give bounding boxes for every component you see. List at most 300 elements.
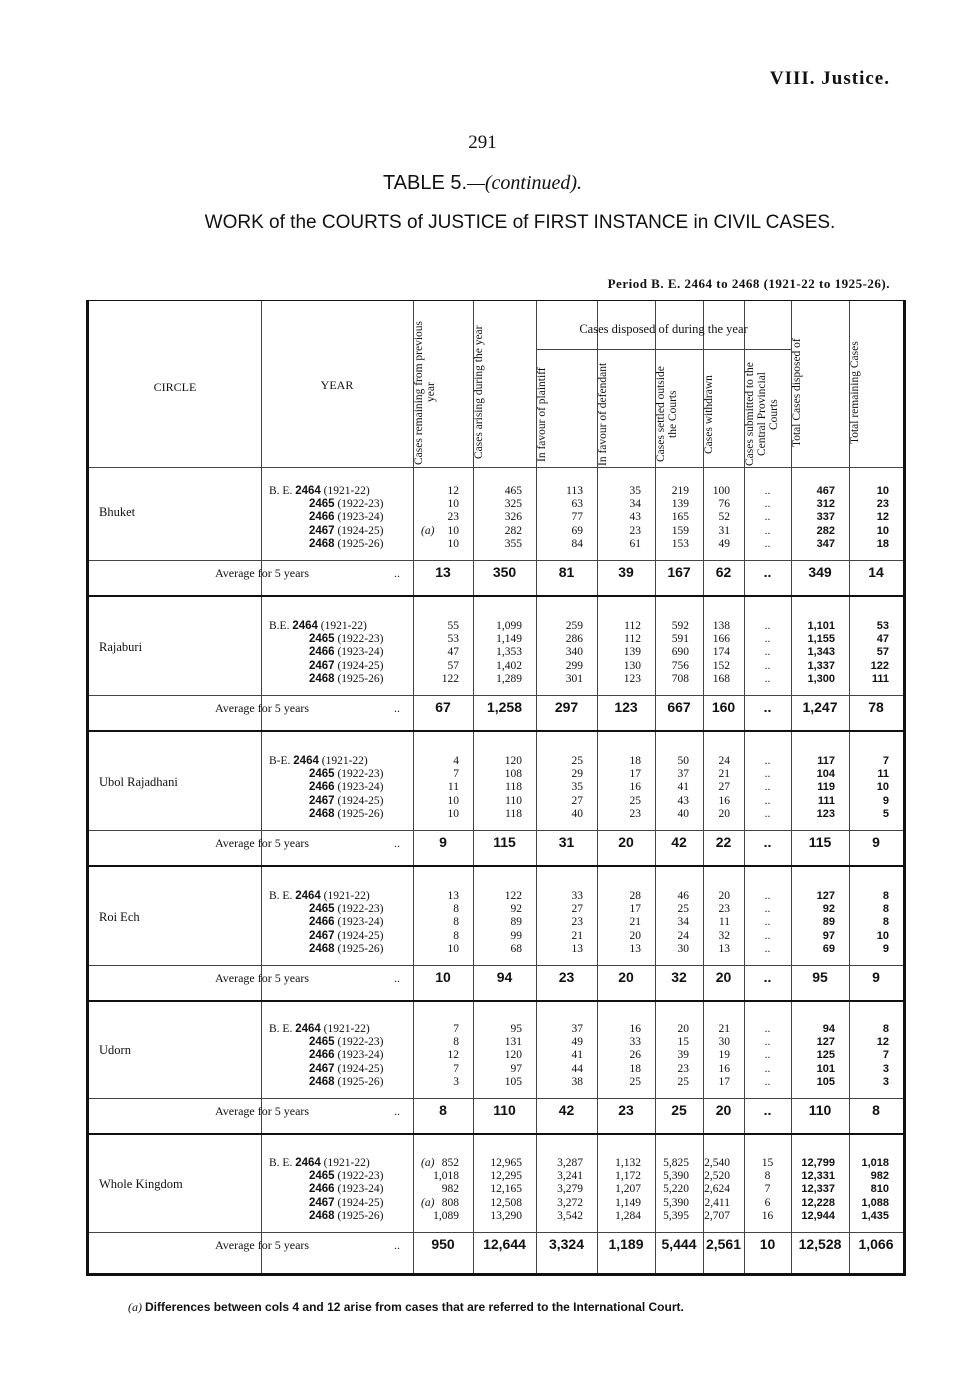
- cell-c3: 40: [571, 807, 583, 820]
- cell-c4: 1,172: [615, 1170, 641, 1183]
- average-c9: 1,066: [858, 1236, 894, 1252]
- cell-c3: 84: [571, 537, 583, 550]
- cell-c5: 43: [677, 794, 689, 807]
- cell-c8: 123: [816, 807, 835, 820]
- cell-c5: 591: [671, 633, 689, 646]
- year-cell: [309, 1036, 383, 1048]
- cell-c2: 118: [505, 807, 522, 820]
- block-rule: [89, 865, 903, 867]
- be-year: 2467: [309, 929, 335, 942]
- be-year: 2465: [309, 1036, 335, 1049]
- cell-c8: 89: [822, 916, 835, 929]
- cell-c5: 20: [677, 1023, 689, 1035]
- cell-c6: 2,520: [704, 1170, 730, 1183]
- cell-c6: 31: [718, 524, 730, 537]
- cell-c1: 8: [453, 929, 459, 942]
- average-c6: 62: [715, 564, 732, 580]
- cell-c3: 3,272: [557, 1196, 583, 1209]
- header-circle: CIRCLE: [153, 380, 197, 394]
- average-c4: 1,189: [608, 1236, 644, 1252]
- cell-c5: 165: [671, 511, 689, 524]
- cell-c6: 168: [712, 672, 730, 685]
- block-rule: [89, 730, 903, 732]
- cell-c9: 47: [876, 633, 889, 646]
- cell-c8: 282: [816, 524, 835, 537]
- cell-c6: 2,624: [704, 1183, 730, 1196]
- cell-c8: 94: [822, 1023, 835, 1035]
- cell-c4: 1,284: [615, 1209, 641, 1222]
- cell-c4: 1,207: [615, 1183, 641, 1196]
- cell-c9: 5: [882, 807, 889, 820]
- cell-c1: 55: [447, 620, 459, 632]
- header-submitted: Cases submitted to the Central Provincial Courts: [744, 362, 780, 467]
- rule-before-average: [89, 1098, 903, 1099]
- cell-c5: 159: [671, 524, 689, 537]
- cell-c3: 25: [571, 755, 583, 767]
- cell-c8: 125: [816, 1049, 835, 1062]
- cell-c1: 13: [447, 890, 459, 902]
- cell-c3: 44: [571, 1062, 583, 1075]
- header-total-remaining: Total remaining Cases: [849, 341, 861, 444]
- ad-year: (1924-25): [334, 1196, 384, 1209]
- ad-year: (1924-25): [334, 794, 384, 807]
- cell-c1: 10: [447, 942, 459, 955]
- cell-c9: 9: [882, 942, 889, 955]
- cell-c5: 41: [677, 781, 689, 794]
- cell-c4: 23: [629, 524, 641, 537]
- header-withdrawn: Cases withdrawn: [703, 375, 715, 454]
- cell-c1: 1,089: [433, 1209, 459, 1222]
- year-cell: [309, 943, 383, 955]
- cell-c5: 139: [671, 498, 689, 511]
- cell-c8: 111: [817, 794, 835, 807]
- be-year: 2465: [309, 903, 335, 916]
- ad-year: (1923-24): [334, 511, 384, 524]
- cell-c1: 10: [447, 794, 459, 807]
- cell-c4: 26: [629, 1049, 641, 1062]
- section-header: VIII. Justice.: [769, 68, 890, 89]
- cell-c7: ..: [764, 511, 771, 524]
- cell-c2: 122: [504, 890, 522, 902]
- cell-c8: 12,337: [801, 1183, 835, 1196]
- header-total-disposed: Total Cases disposed of: [791, 338, 803, 447]
- be-year: 2468: [309, 1075, 335, 1088]
- cell-c6: 11: [718, 916, 730, 929]
- cell-c1: 23: [447, 511, 459, 524]
- cell-c2: 105: [504, 1075, 522, 1088]
- cell-c5: 5,390: [663, 1196, 689, 1209]
- average-c8: 110: [808, 1102, 832, 1118]
- cell-c1: 1,018: [433, 1170, 459, 1183]
- year-cell: [309, 781, 383, 793]
- cell-c5: 219: [671, 485, 689, 497]
- cell-c5: 5,825: [663, 1157, 689, 1169]
- cell-c7: 15: [761, 1157, 774, 1169]
- cell-c2: 99: [510, 929, 522, 942]
- cell-c2: 97: [510, 1062, 522, 1075]
- cell-c4: 17: [629, 903, 641, 916]
- average-c5: 5,444: [661, 1236, 697, 1252]
- cell-c7: ..: [764, 633, 771, 646]
- cell-c4: 28: [629, 890, 641, 902]
- average-c2: 12,644: [483, 1236, 526, 1252]
- cell-c9: 111: [871, 672, 889, 685]
- cell-c4: 25: [629, 794, 641, 807]
- be-year: 2467: [309, 794, 335, 807]
- block-rule: [89, 1000, 903, 1002]
- table-title-continued: —(continued).: [467, 172, 583, 194]
- ad-year: (1922-23): [334, 903, 384, 916]
- cell-c9: 10: [876, 524, 889, 537]
- ad-year: (1922-23): [334, 768, 384, 781]
- cell-c8: 337: [816, 511, 835, 524]
- year-cell: [309, 1197, 383, 1209]
- average-c9: 9: [872, 834, 880, 850]
- cell-c5: 690: [671, 646, 689, 659]
- cell-c7: ..: [764, 498, 771, 511]
- cell-c7: ..: [764, 916, 771, 929]
- ad-year: (1924-25): [334, 524, 384, 537]
- cell-c8: 12,331: [801, 1170, 835, 1183]
- cell-c2: 120: [504, 755, 522, 767]
- rule-before-average: [89, 695, 903, 696]
- table-title-main: TABLE 5.: [382, 172, 468, 194]
- average-c4: 20: [618, 834, 634, 850]
- cell-c4: 18: [629, 755, 641, 767]
- cell-c9: 7: [882, 755, 889, 767]
- ad-year: (1922-23): [334, 1036, 384, 1049]
- footnote-marker: (a): [128, 1300, 142, 1314]
- average-c9: 14: [868, 564, 884, 580]
- header-group-rule: [536, 349, 791, 350]
- cell-c1: 57: [447, 659, 459, 672]
- cell-c5: 34: [677, 916, 689, 929]
- footnote: [128, 1300, 684, 1315]
- cell-c9: 57: [876, 646, 889, 659]
- cell-c4: 61: [629, 537, 641, 550]
- cell-c9: 8: [882, 1023, 889, 1035]
- cell-c3: 77: [571, 511, 583, 524]
- circle-name: Rajaburi: [99, 640, 143, 654]
- cell-c3: 37: [571, 1023, 583, 1035]
- header-year: YEAR: [320, 378, 354, 392]
- cell-c6: 13: [718, 942, 730, 955]
- cell-c1: 11: [447, 781, 459, 794]
- rule-before-average: [89, 1232, 903, 1233]
- cell-c1: 4: [453, 755, 459, 767]
- year-cell: [309, 795, 383, 807]
- cell-c5: 708: [671, 672, 689, 685]
- cell-c2: 108: [504, 768, 522, 781]
- cell-c6: 16: [718, 1062, 730, 1075]
- cell-c8: 127: [816, 890, 835, 902]
- cell-c6: 24: [718, 755, 730, 767]
- cell-c4: 17: [629, 768, 641, 781]
- cell-c2: 1,353: [496, 646, 522, 659]
- cell-c3: 21: [571, 929, 583, 942]
- cell-c3: 23: [571, 916, 583, 929]
- cell-c6: 100: [712, 485, 730, 497]
- header-settled: Cases settled outside the Courts: [655, 366, 679, 463]
- cell-c7: ..: [764, 1075, 771, 1088]
- cell-c8: 12,799: [801, 1157, 835, 1169]
- cell-c3: 340: [565, 646, 583, 659]
- cell-c5: 25: [677, 1075, 689, 1088]
- cell-c7: ..: [764, 929, 771, 942]
- cell-c3: 113: [566, 485, 583, 497]
- cell-c1: 10: [447, 498, 459, 511]
- year-cell: [309, 1076, 383, 1088]
- average-c8: 115: [808, 834, 832, 850]
- be-year: 2467: [309, 524, 335, 537]
- page-number: 291: [468, 132, 497, 153]
- block-rule: [89, 595, 903, 597]
- year-cell: [309, 1049, 383, 1061]
- cell-c7: ..: [764, 537, 771, 550]
- average-c7: ..: [763, 1102, 772, 1118]
- cell-c9: 3: [882, 1075, 889, 1088]
- cell-c9: 23: [876, 498, 889, 511]
- cell-c9: 11: [877, 768, 889, 781]
- be-year: 2464: [295, 1157, 321, 1169]
- average-label: Average for 5 years: [215, 971, 310, 985]
- year-cell: [309, 633, 383, 645]
- cell-c1: 53: [447, 633, 459, 646]
- rule-before-average: [89, 965, 903, 966]
- ad-year: (1921-22): [320, 1023, 370, 1035]
- cell-c9: 8: [882, 890, 889, 902]
- year-cell: [309, 1210, 383, 1222]
- ad-year: (1923-24): [334, 646, 384, 659]
- cell-c5: 15: [677, 1036, 689, 1049]
- average-c2: 350: [492, 564, 517, 580]
- average-c3: 81: [558, 564, 575, 580]
- header-plaintiff: In favour of plaintiff: [536, 367, 548, 462]
- cell-c7: ..: [764, 1036, 771, 1049]
- cell-c7: ..: [764, 781, 771, 794]
- ad-year: (1925-26): [334, 807, 384, 820]
- cell-c2: 355: [504, 537, 522, 550]
- cell-c9: 9: [882, 794, 889, 807]
- ad-year: (1921-22): [320, 1157, 370, 1169]
- ad-year: (1923-24): [334, 781, 384, 794]
- cell-c6: 2,707: [704, 1209, 730, 1222]
- average-c5: 42: [671, 834, 687, 850]
- cell-c7: 8: [764, 1170, 771, 1183]
- average-c7: ..: [763, 834, 772, 850]
- average-c2: 94: [496, 969, 513, 985]
- average-c3: 42: [558, 1102, 575, 1118]
- be-year: 2466: [309, 511, 335, 524]
- year-cell: [269, 890, 370, 902]
- year-cell: [309, 498, 383, 510]
- average-c4: 20: [618, 969, 634, 985]
- cell-c2: 325: [504, 498, 522, 511]
- circle-name: Whole Kingdom: [99, 1177, 183, 1191]
- cell-c6: 2,411: [704, 1196, 730, 1209]
- rule-before-average: [89, 560, 903, 561]
- average-c7: ..: [763, 699, 772, 715]
- era-prefix: B. E.: [269, 1157, 296, 1169]
- average-c5: 167: [667, 564, 691, 580]
- cell-c4: 21: [629, 916, 641, 929]
- cell-c5: 5,390: [663, 1170, 689, 1183]
- footnote-text: Differences between cols 4 and 12 arise from cases that are referred to the International Court.: [145, 1300, 684, 1314]
- year-cell: [309, 930, 383, 942]
- average-c5: 667: [667, 699, 691, 715]
- cell-c7: ..: [764, 890, 771, 902]
- ad-year: (1921-22): [318, 755, 368, 767]
- average-c6: 20: [715, 1102, 732, 1118]
- cell-c7: ..: [764, 903, 771, 916]
- cell-c3: 27: [571, 903, 583, 916]
- cell-c7: ..: [764, 1049, 771, 1062]
- cell-c2: 89: [510, 916, 522, 929]
- year-cell: [309, 660, 383, 672]
- cell-c7: ..: [764, 672, 771, 685]
- cell-c8: 127: [816, 1036, 835, 1049]
- cell-c1: 852: [441, 1157, 459, 1169]
- average-c8: 349: [808, 564, 832, 580]
- cell-c6: 27: [718, 781, 730, 794]
- cell-c6: 174: [712, 646, 730, 659]
- cell-c4: 25: [629, 1075, 641, 1088]
- ad-year: (1921-22): [320, 890, 370, 902]
- be-year: 2467: [309, 1062, 335, 1075]
- average-c4: 123: [614, 699, 638, 715]
- cell-c2: 282: [504, 524, 522, 537]
- cell-c6: 52: [718, 511, 730, 524]
- cell-c4: 13: [629, 942, 641, 955]
- cell-c7: ..: [764, 524, 771, 537]
- be-year: 2465: [309, 768, 335, 781]
- cell-c6: 21: [718, 1023, 730, 1035]
- be-year: 2466: [309, 781, 335, 794]
- cell-c9: 8: [882, 903, 889, 916]
- average-c3: 23: [558, 969, 575, 985]
- cell-c9: 1,435: [861, 1209, 889, 1222]
- cell-c8: 101: [816, 1062, 835, 1075]
- cell-c5: 46: [677, 890, 689, 902]
- cell-c8: 1,300: [807, 672, 835, 685]
- cell-c4: 1,132: [615, 1157, 641, 1169]
- cell-c2: 92: [510, 903, 522, 916]
- cell-c8: 347: [816, 537, 835, 550]
- cell-c7: ..: [764, 485, 771, 497]
- be-year: 2465: [309, 633, 335, 646]
- average-c3: 3,324: [548, 1236, 585, 1252]
- cell-c8: 97: [822, 929, 835, 942]
- cell-c3: 301: [565, 672, 583, 685]
- cell-c3: 299: [565, 659, 583, 672]
- cell-c2: 1,099: [496, 620, 522, 632]
- cell-c7: ..: [764, 768, 771, 781]
- cell-c7: 7: [764, 1183, 771, 1196]
- year-cell: [269, 1023, 370, 1035]
- year-cell: [309, 511, 383, 523]
- be-year: 2466: [309, 1183, 335, 1196]
- cell-c1: 47: [447, 646, 459, 659]
- average-c9: 8: [872, 1102, 880, 1118]
- cell-c4: 33: [629, 1036, 641, 1049]
- cell-c7: ..: [764, 755, 771, 767]
- cell-c4: 1,149: [615, 1196, 641, 1209]
- average-c3: 31: [558, 834, 575, 850]
- cell-c3: 259: [565, 620, 583, 632]
- cell-c8: 1,343: [807, 646, 835, 659]
- cell-c2: 13,290: [490, 1209, 522, 1222]
- cell-c8: 1,337: [807, 659, 835, 672]
- year-cell: [269, 1157, 370, 1169]
- cell-c2: 120: [504, 1049, 522, 1062]
- cell-c3: 3,241: [557, 1170, 583, 1183]
- era-prefix: B. E.: [269, 1023, 296, 1035]
- cell-c5: 50: [677, 755, 689, 767]
- be-year: 2464: [295, 1023, 321, 1035]
- cell-c4: 112: [624, 620, 641, 632]
- cell-c4: 130: [623, 659, 641, 672]
- cell-c2: 326: [504, 511, 522, 524]
- cell-c7: ..: [764, 620, 771, 632]
- cell-c7: ..: [764, 659, 771, 672]
- ad-year: (1924-25): [334, 1062, 384, 1075]
- cell-c7: ..: [764, 942, 771, 955]
- cell-c3: 13: [571, 942, 583, 955]
- cell-c2: 465: [504, 485, 522, 497]
- cell-c3: 63: [571, 498, 583, 511]
- cell-c8: 92: [822, 903, 835, 916]
- average-leader: ..: [394, 1238, 400, 1252]
- cell-c8: 1,101: [807, 620, 835, 632]
- cell-c9: 10: [876, 929, 889, 942]
- be-year: 2468: [309, 1209, 335, 1222]
- average-c6: 160: [711, 699, 736, 715]
- cell-c6: 21: [718, 768, 730, 781]
- cell-c9: 18: [876, 537, 889, 550]
- average-c4: 39: [618, 564, 634, 580]
- ad-year: (1925-26): [334, 1209, 384, 1222]
- subtitle-text: WORK of the COURTS of JUSTICE of FIRST INSTANCE in CIVIL CASES.: [204, 212, 836, 233]
- average-c1: 67: [435, 699, 451, 715]
- cell-c6: 20: [718, 807, 730, 820]
- cell-c9: 10: [876, 781, 889, 794]
- cell-c8: 119: [817, 781, 835, 794]
- average-c1: 8: [439, 1102, 447, 1118]
- average-c1: 950: [431, 1236, 455, 1252]
- be-year: 2464: [293, 755, 319, 767]
- cell-c6: 32: [718, 929, 730, 942]
- cell-c1: 7: [453, 1062, 459, 1075]
- be-year: 2465: [309, 498, 335, 511]
- cell-c2: 131: [504, 1036, 522, 1049]
- be-year: 2468: [309, 672, 335, 685]
- cell-c9: 8: [882, 916, 889, 929]
- average-label: Average for 5 years: [215, 1104, 310, 1118]
- note-marker: (a): [421, 1157, 435, 1169]
- cell-c3: 29: [571, 768, 583, 781]
- cell-c8: 12,228: [801, 1196, 835, 1209]
- be-year: 2466: [309, 1049, 335, 1062]
- cell-c9: 12: [876, 511, 889, 524]
- cell-c1: 8: [453, 903, 459, 916]
- year-cell: [269, 620, 367, 632]
- cell-c8: 105: [816, 1075, 835, 1088]
- cell-c6: 152: [712, 659, 730, 672]
- cell-c2: 110: [505, 794, 522, 807]
- justice-table: [86, 300, 906, 1276]
- cell-c9: 10: [876, 485, 889, 497]
- table-subtitle: [0, 212, 965, 234]
